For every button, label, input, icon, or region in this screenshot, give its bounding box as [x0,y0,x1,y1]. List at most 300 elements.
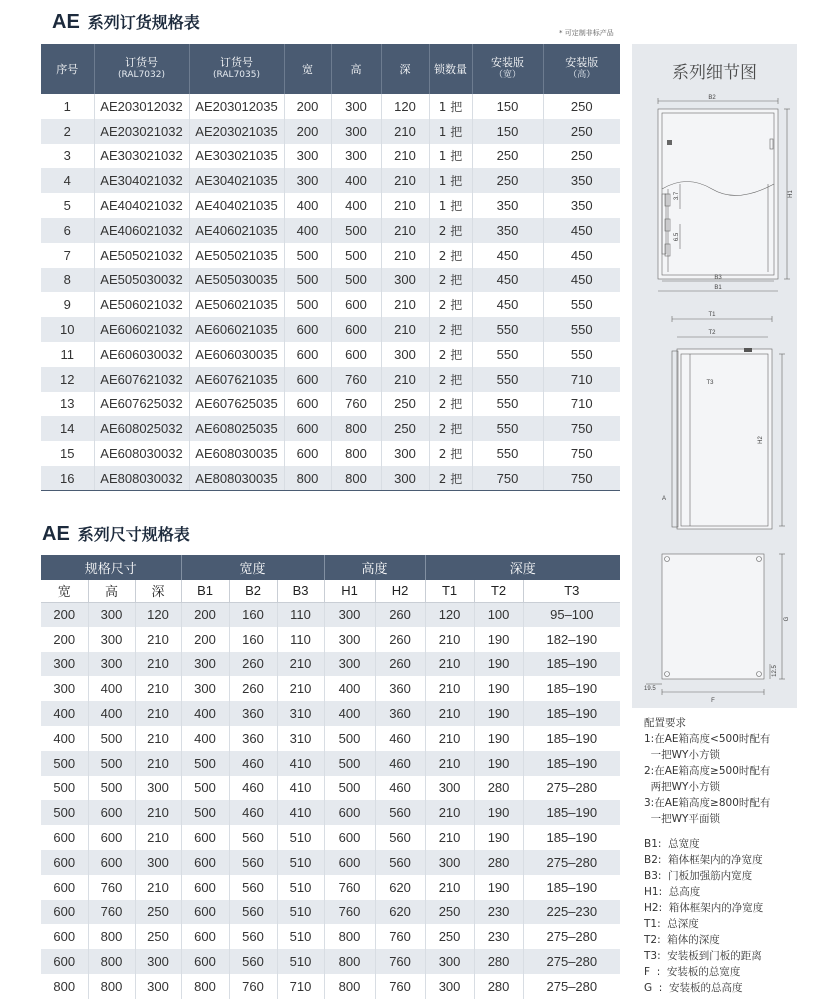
size-cell: 760 [88,875,135,900]
size-title-text: 系列尺寸规格表 [77,525,190,544]
size-cell: 500 [324,776,375,801]
group-spec: 规格尺寸 [41,555,181,580]
label-3-7: 3.7 [674,191,680,201]
order-header-main: 锁数量 [434,62,467,76]
order-header-2 [189,44,284,94]
order-cell: 500 [284,292,331,317]
order-cell: AE203012035 [189,94,284,119]
size-cell: 160 [229,627,277,652]
size-cell: 190 [474,652,523,677]
size-cell: 500 [41,751,88,776]
order-cell: 2 把 [429,317,472,342]
order-cell: AE607621032 [94,367,189,392]
size-cell: 760 [324,875,375,900]
size-row [41,726,620,751]
order-cell: AE505021032 [94,243,189,268]
order-cell: AE303021032 [94,144,189,169]
order-row [41,193,620,218]
size-cell: 400 [324,676,375,701]
order-cell: 3 [41,144,94,169]
order-cell: AE506021035 [189,292,284,317]
order-cell: 500 [284,268,331,293]
size-cell: 185–190 [523,701,620,726]
size-cell: 210 [135,726,181,751]
size-cell: 600 [324,850,375,875]
order-cell: AE304021035 [189,168,284,193]
order-cell: 210 [381,317,429,342]
config-line: 一把WY小方锁 [644,749,720,761]
size-cell: 210 [425,726,474,751]
size-row [41,900,620,925]
order-cell: AE505030035 [189,268,284,293]
legend-line: F : 安装板的总宽度 [644,966,741,978]
label-a: A [662,496,667,502]
order-cell: AE607625032 [94,392,189,417]
order-cell: 250 [543,144,620,169]
order-cell: AE606021032 [94,317,189,342]
size-cell: 210 [277,652,324,677]
size-subheader-3: B1 [181,580,229,602]
size-cell: 260 [375,652,425,677]
label-t1: T1 [708,312,716,318]
order-cell: AE505021035 [189,243,284,268]
size-cell: 600 [41,825,88,850]
order-row [41,317,620,342]
size-cell: 600 [324,800,375,825]
size-cell: 110 [277,602,324,627]
order-row [41,218,620,243]
order-cell: 1 把 [429,193,472,218]
size-subheader-10: T3 [523,580,620,602]
order-cell: AE404021035 [189,193,284,218]
order-cell: 450 [543,268,620,293]
config-line: 2:在AE箱高度≥500时配有 [644,765,771,777]
order-cell: 550 [472,342,543,367]
size-cell: 185–190 [523,652,620,677]
order-cell: AE606030032 [94,342,189,367]
order-cell: 800 [284,466,331,491]
size-cell: 275–280 [523,974,620,999]
order-header-main: 高 [350,62,362,76]
size-cell: 600 [41,924,88,949]
order-cell: 14 [41,416,94,441]
size-cell: 190 [474,875,523,900]
size-cell: 460 [375,751,425,776]
size-cell: 400 [181,701,229,726]
size-cell: 500 [181,800,229,825]
order-cell: 300 [331,94,381,119]
order-cell: 2 把 [429,218,472,243]
order-cell: 300 [381,268,429,293]
size-cell: 190 [474,825,523,850]
order-cell: 600 [284,342,331,367]
order-cell: 800 [331,466,381,491]
size-subheader-0: 宽 [41,580,88,602]
order-cell: AE606030035 [189,342,284,367]
size-cell: 760 [375,949,425,974]
size-cell: 190 [474,627,523,652]
order-cell: 4 [41,168,94,193]
size-cell: 510 [277,850,324,875]
size-cell: 210 [425,825,474,850]
order-title-prefix: AE [52,11,80,33]
order-cell: 450 [472,268,543,293]
size-cell: 210 [135,676,181,701]
size-cell: 410 [277,776,324,801]
order-cell: 300 [381,466,429,491]
size-cell: 160 [229,602,277,627]
order-header-main: 宽 [302,62,313,76]
size-cell: 600 [88,825,135,850]
group-depth: 深度 [425,555,620,580]
order-cell: 2 把 [429,441,472,466]
order-cell: AE404021032 [94,193,189,218]
size-cell: 300 [324,602,375,627]
size-cell: 600 [181,825,229,850]
size-cell: 275–280 [523,949,620,974]
order-cell: AE608030032 [94,441,189,466]
order-cell: 250 [472,168,543,193]
order-header-8 [543,44,620,94]
legend-line: T3: 安装板到门板的距离 [644,950,762,962]
size-spec-table [41,555,620,999]
side-view-drawing [672,316,785,529]
size-cell: 190 [474,701,523,726]
label-b1: B1 [714,285,722,291]
size-group-row [41,555,620,580]
panel-title: 系列细节图 [672,63,757,83]
dimension-legend [644,836,763,996]
size-cell: 280 [474,850,523,875]
order-cell: 12 [41,367,94,392]
order-cell: 250 [472,144,543,169]
size-cell: 300 [181,652,229,677]
order-cell: 750 [543,416,620,441]
config-line: 两把WY小方锁 [644,781,720,793]
size-cell: 560 [229,850,277,875]
order-cell: 15 [41,441,94,466]
size-cell: 800 [41,974,88,999]
order-row [41,94,620,119]
order-cell: 150 [472,94,543,119]
size-cell: 800 [324,924,375,949]
order-header-main: 深 [399,62,411,76]
size-cell: 600 [41,850,88,875]
size-cell: 600 [181,850,229,875]
size-row [41,850,620,875]
order-cell: 550 [472,392,543,417]
size-cell: 230 [474,924,523,949]
order-cell: 760 [331,367,381,392]
order-cell: 500 [331,243,381,268]
size-cell: 410 [277,800,324,825]
size-cell: 210 [135,751,181,776]
size-cell: 800 [181,974,229,999]
order-cell: 550 [543,342,620,367]
size-cell: 210 [135,652,181,677]
size-cell: 210 [135,825,181,850]
size-cell: 710 [277,974,324,999]
order-title-text: 系列订货规格表 [87,13,200,32]
size-cell: 275–280 [523,924,620,949]
order-cell: AE808030035 [189,466,284,491]
size-cell: 100 [474,602,523,627]
size-subheader-row [41,580,620,602]
order-cell: 550 [472,416,543,441]
size-cell: 182–190 [523,627,620,652]
order-cell: 450 [543,218,620,243]
size-cell: 210 [425,751,474,776]
order-cell: 400 [331,168,381,193]
order-header-main: 安装版 [565,56,599,69]
order-row [41,342,620,367]
size-cell: 225–230 [523,900,620,925]
size-cell: 200 [181,602,229,627]
size-cell: 460 [229,776,277,801]
size-cell: 560 [229,825,277,850]
size-cell: 600 [88,800,135,825]
config-title: 配置要求 [644,717,686,729]
size-cell: 210 [135,800,181,825]
order-cell: 800 [331,441,381,466]
size-cell: 400 [41,726,88,751]
order-cell: AE608025032 [94,416,189,441]
size-cell: 510 [277,949,324,974]
order-cell: 550 [472,317,543,342]
size-cell: 210 [425,800,474,825]
order-cell: 2 把 [429,342,472,367]
size-cell: 560 [229,900,277,925]
size-cell: 250 [425,924,474,949]
size-cell: 800 [88,974,135,999]
order-cell: 600 [284,416,331,441]
order-cell: 400 [284,193,331,218]
size-cell: 300 [425,776,474,801]
order-cell: 550 [543,317,620,342]
size-cell: 400 [88,701,135,726]
order-cell: 300 [381,441,429,466]
size-cell: 510 [277,875,324,900]
size-row [41,602,620,627]
legend-line: T1: 总深度 [644,918,699,930]
order-cell: 210 [381,292,429,317]
order-cell: AE506021032 [94,292,189,317]
size-table-title [42,522,190,546]
size-cell: 360 [229,701,277,726]
size-subheader-5: B3 [277,580,324,602]
size-cell: 230 [474,900,523,925]
label-f: F [711,698,715,704]
size-cell: 300 [135,850,181,875]
size-cell: 300 [41,676,88,701]
size-cell: 560 [375,850,425,875]
order-cell: 1 把 [429,168,472,193]
order-cell: 350 [543,193,620,218]
size-cell: 300 [425,850,474,875]
size-cell: 300 [135,949,181,974]
order-row [41,168,620,193]
order-row [41,144,620,169]
order-cell: 8 [41,268,94,293]
size-subheader-2: 深 [135,580,181,602]
order-header-0 [41,44,94,94]
order-row [41,367,620,392]
size-cell: 800 [88,949,135,974]
order-cell: 500 [284,243,331,268]
size-cell: 260 [375,627,425,652]
config-line: 1:在AE箱高度<500时配有 [644,733,771,745]
label-h2: H2 [758,436,764,444]
size-cell: 210 [135,875,181,900]
size-cell: 360 [375,676,425,701]
order-cell: 210 [381,144,429,169]
order-cell: 210 [381,119,429,144]
size-cell: 280 [474,949,523,974]
size-cell: 500 [88,726,135,751]
label-19-5: 19.5 [644,686,656,692]
size-cell: 460 [229,751,277,776]
order-cell: AE203012032 [94,94,189,119]
size-row [41,875,620,900]
size-cell: 185–190 [523,875,620,900]
size-row [41,676,620,701]
order-cell: 550 [472,367,543,392]
order-header-6 [429,44,472,94]
order-cell: 300 [331,144,381,169]
size-cell: 185–190 [523,726,620,751]
size-cell: 300 [88,652,135,677]
size-cell: 185–190 [523,676,620,701]
group-width: 宽度 [181,555,324,580]
size-cell: 400 [41,701,88,726]
size-cell: 360 [229,726,277,751]
size-row [41,924,620,949]
mounting-plate-drawing [646,554,785,695]
size-cell: 260 [229,676,277,701]
order-header-sub: （宽） [493,70,521,80]
order-cell: 600 [284,367,331,392]
order-cell: 5 [41,193,94,218]
size-cell: 510 [277,825,324,850]
order-cell: 600 [331,342,381,367]
order-cell: 2 把 [429,416,472,441]
size-cell: 560 [375,800,425,825]
order-header-sub: (RAL7035) [213,70,260,80]
size-cell: 185–190 [523,751,620,776]
order-cell: AE607625035 [189,392,284,417]
size-cell: 600 [41,900,88,925]
order-cell: 2 把 [429,392,472,417]
size-cell: 110 [277,627,324,652]
size-cell: 600 [41,949,88,974]
order-cell: 600 [284,392,331,417]
size-cell: 760 [229,974,277,999]
size-cell: 210 [135,701,181,726]
legend-line: T2: 箱体的深度 [644,934,720,946]
size-row [41,800,620,825]
order-spec-table [41,44,620,491]
size-cell: 210 [135,627,181,652]
size-cell: 400 [88,676,135,701]
order-header-main: 安装版 [491,56,524,69]
order-cell: 1 把 [429,119,472,144]
order-header-3 [284,44,331,94]
size-cell: 500 [181,751,229,776]
size-cell: 250 [135,924,181,949]
size-cell: 300 [135,974,181,999]
size-cell: 120 [135,602,181,627]
size-cell: 210 [425,676,474,701]
order-cell: 200 [284,94,331,119]
size-cell: 300 [324,652,375,677]
size-cell: 800 [88,924,135,949]
order-row [41,243,620,268]
order-cell: 600 [331,317,381,342]
size-cell: 760 [375,924,425,949]
size-cell: 300 [425,949,474,974]
size-cell: 400 [324,701,375,726]
order-cell: 400 [331,193,381,218]
order-cell: 7 [41,243,94,268]
size-cell: 600 [324,825,375,850]
order-cell: 250 [543,119,620,144]
order-cell: 350 [543,168,620,193]
label-h1: H1 [788,190,794,198]
order-cell: AE303021035 [189,144,284,169]
size-cell: 200 [41,602,88,627]
size-cell: 760 [375,974,425,999]
size-cell: 210 [425,627,474,652]
size-cell: 600 [41,875,88,900]
order-row [41,119,620,144]
order-cell: 710 [543,392,620,417]
size-cell: 190 [474,726,523,751]
config-line: 一把WY平面锁 [644,813,720,825]
size-cell: 620 [375,875,425,900]
order-cell: 550 [472,441,543,466]
size-cell: 300 [135,776,181,801]
order-cell: 450 [472,292,543,317]
size-title-prefix: AE [42,523,70,545]
size-cell: 460 [375,776,425,801]
size-cell: 190 [474,676,523,701]
size-cell: 260 [375,602,425,627]
size-cell: 300 [181,676,229,701]
order-row [41,441,620,466]
order-header-5 [381,44,429,94]
size-cell: 800 [324,974,375,999]
order-cell: 750 [543,466,620,491]
size-cell: 280 [474,776,523,801]
legend-line: B1: 总宽度 [644,838,700,850]
order-row [41,268,620,293]
size-cell: 560 [229,875,277,900]
order-cell: 2 把 [429,243,472,268]
size-cell: 360 [375,701,425,726]
size-cell: 560 [229,924,277,949]
size-subheader-6: H1 [324,580,375,602]
size-cell: 190 [474,751,523,776]
order-header-row [41,44,620,94]
order-cell: 250 [543,94,620,119]
order-cell: 1 把 [429,94,472,119]
size-cell: 250 [425,900,474,925]
order-cell: 210 [381,193,429,218]
order-cell: AE505030032 [94,268,189,293]
order-row [41,392,620,417]
order-cell: AE406021032 [94,218,189,243]
size-cell: 300 [425,974,474,999]
